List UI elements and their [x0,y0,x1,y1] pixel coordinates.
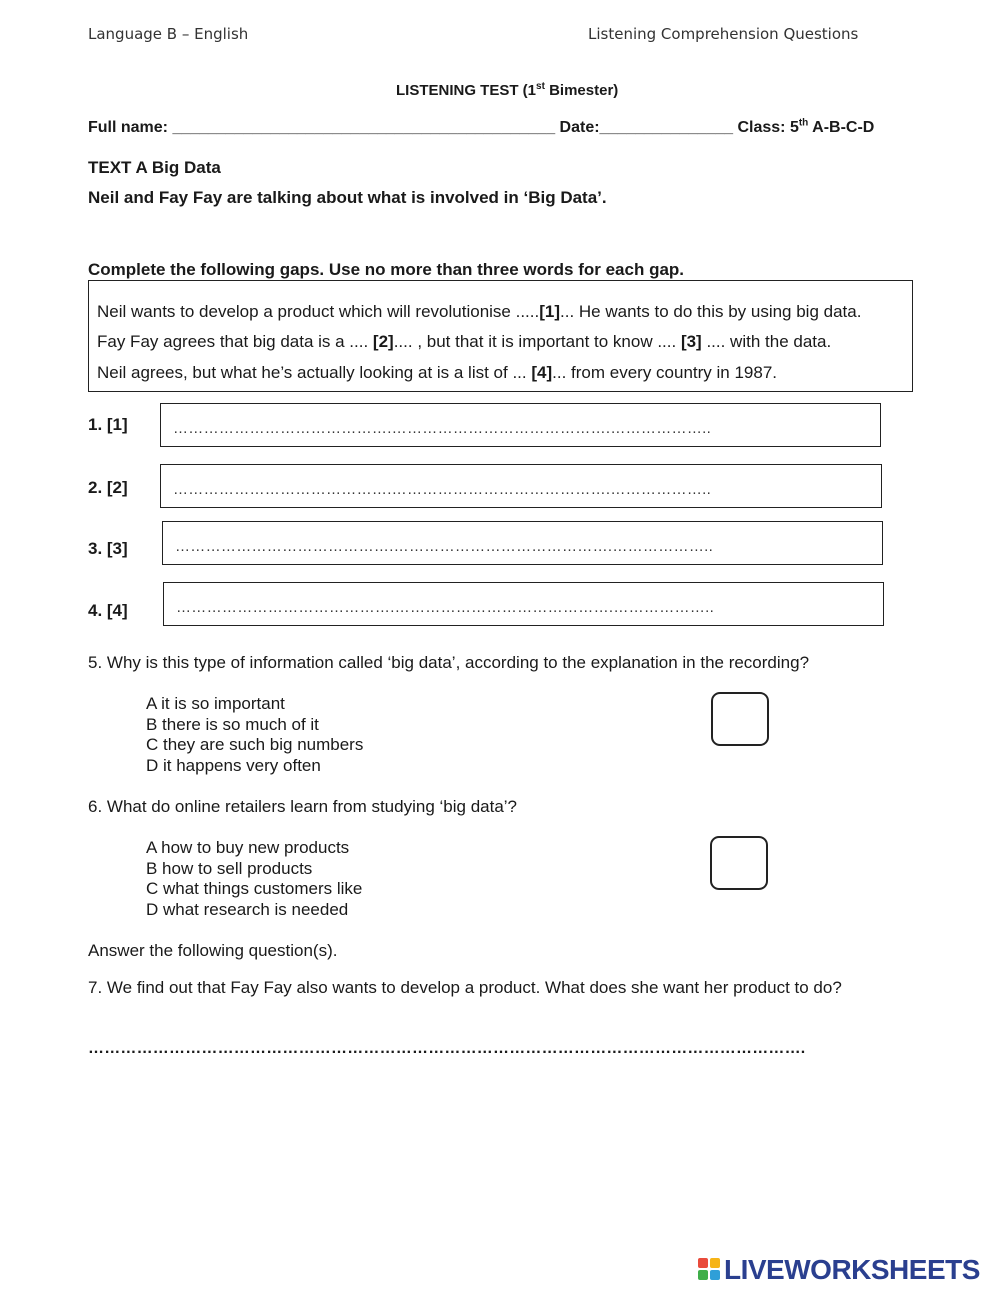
gap-4-label: 4. [4] [88,601,128,620]
q5-question: 5. Why is this type of information called ‘big data’, according to the explanation in the recording? [88,653,810,672]
q6-option-a: A how to buy new products [146,838,350,857]
q6-option-b: B how to sell products [146,858,313,878]
q7-question: 7. We find out that Fay Fay also wants to develop a product. What does she want her product to do? [88,978,842,997]
q5-option-c: C they are such big numbers [146,735,364,754]
q5-options [146,694,363,776]
passage-box [88,280,913,392]
student-info-line: Full name: ___________________________________________ Date:_______________ Class: 5th A-B-C-D [88,117,875,136]
q6-option-d: D what research is needed [146,899,349,919]
gap-1-input[interactable] [160,403,881,447]
logo-text: LIVEWORKSHEETS [724,1254,980,1285]
q5-option-a: A it is so important [146,694,285,713]
gap-instruction: Complete the following gaps. Use no more than three words for each gap. [88,260,685,279]
gap-1-dots: …………………………………….…………………………………….……………….. [173,420,712,437]
text-a-subtitle: Neil and Fay Fay are talking about what is involved in ‘Big Data’. [88,188,607,207]
gap-2-label: 2. [2] [88,478,128,497]
q7-answer-line[interactable]: ……………………………………………………………………………………………………………………. [88,1040,806,1057]
gap-4-dots: …………………………………….…………………………………….……………….. [176,599,715,616]
q6-option-c: C what things customers like [146,879,363,898]
test-title: LISTENING TEST (1st Bimester) [396,81,619,99]
full-name-field[interactable]: Full name: ___________________________________________ Date: [88,119,600,136]
q6-question: 6. What do online retailers learn from studying ‘big data’? [88,797,518,816]
header-section: Listening Comprehension Questions [588,25,859,43]
gap-3-input[interactable] [162,521,883,565]
header-subject: Language B – English [88,25,249,43]
passage-line-3: Neil agrees, but what he’s actually looking at is a list of ... [4]... from every country in 1987. [97,363,778,382]
answer-instruction: Answer the following question(s). [88,941,338,960]
gap-3-label: 3. [3] [88,539,128,558]
text-a-title: TEXT A Big Data [88,158,221,177]
q5-option-d: D it happens very often [146,755,321,775]
gap-2-input[interactable] [160,464,882,508]
passage-line-1: Neil wants to develop a product which will revolutionise .....[1]... He wants to do this by using big data. [97,302,862,321]
q5-option-b: B there is so much of it [146,714,319,734]
date-field[interactable]: _______________ [599,119,734,136]
gap-1-label: 1. [1] [88,415,128,434]
q6-options [146,838,362,920]
gap-4-input[interactable] [163,582,884,626]
gap-3-dots: …………………………………….…………………………………….……………….. [175,538,714,555]
gap-2-dots: …………………………………….…………………………………….……………….. [173,481,712,498]
passage-line-2: Fay Fay agrees that big data is a .... [2].... , but that it is important to know .... [3] .... with the data. [97,332,832,351]
q6-answer-box[interactable] [710,836,768,890]
q5-answer-box[interactable] [711,692,769,746]
logo-icon [698,1258,720,1280]
